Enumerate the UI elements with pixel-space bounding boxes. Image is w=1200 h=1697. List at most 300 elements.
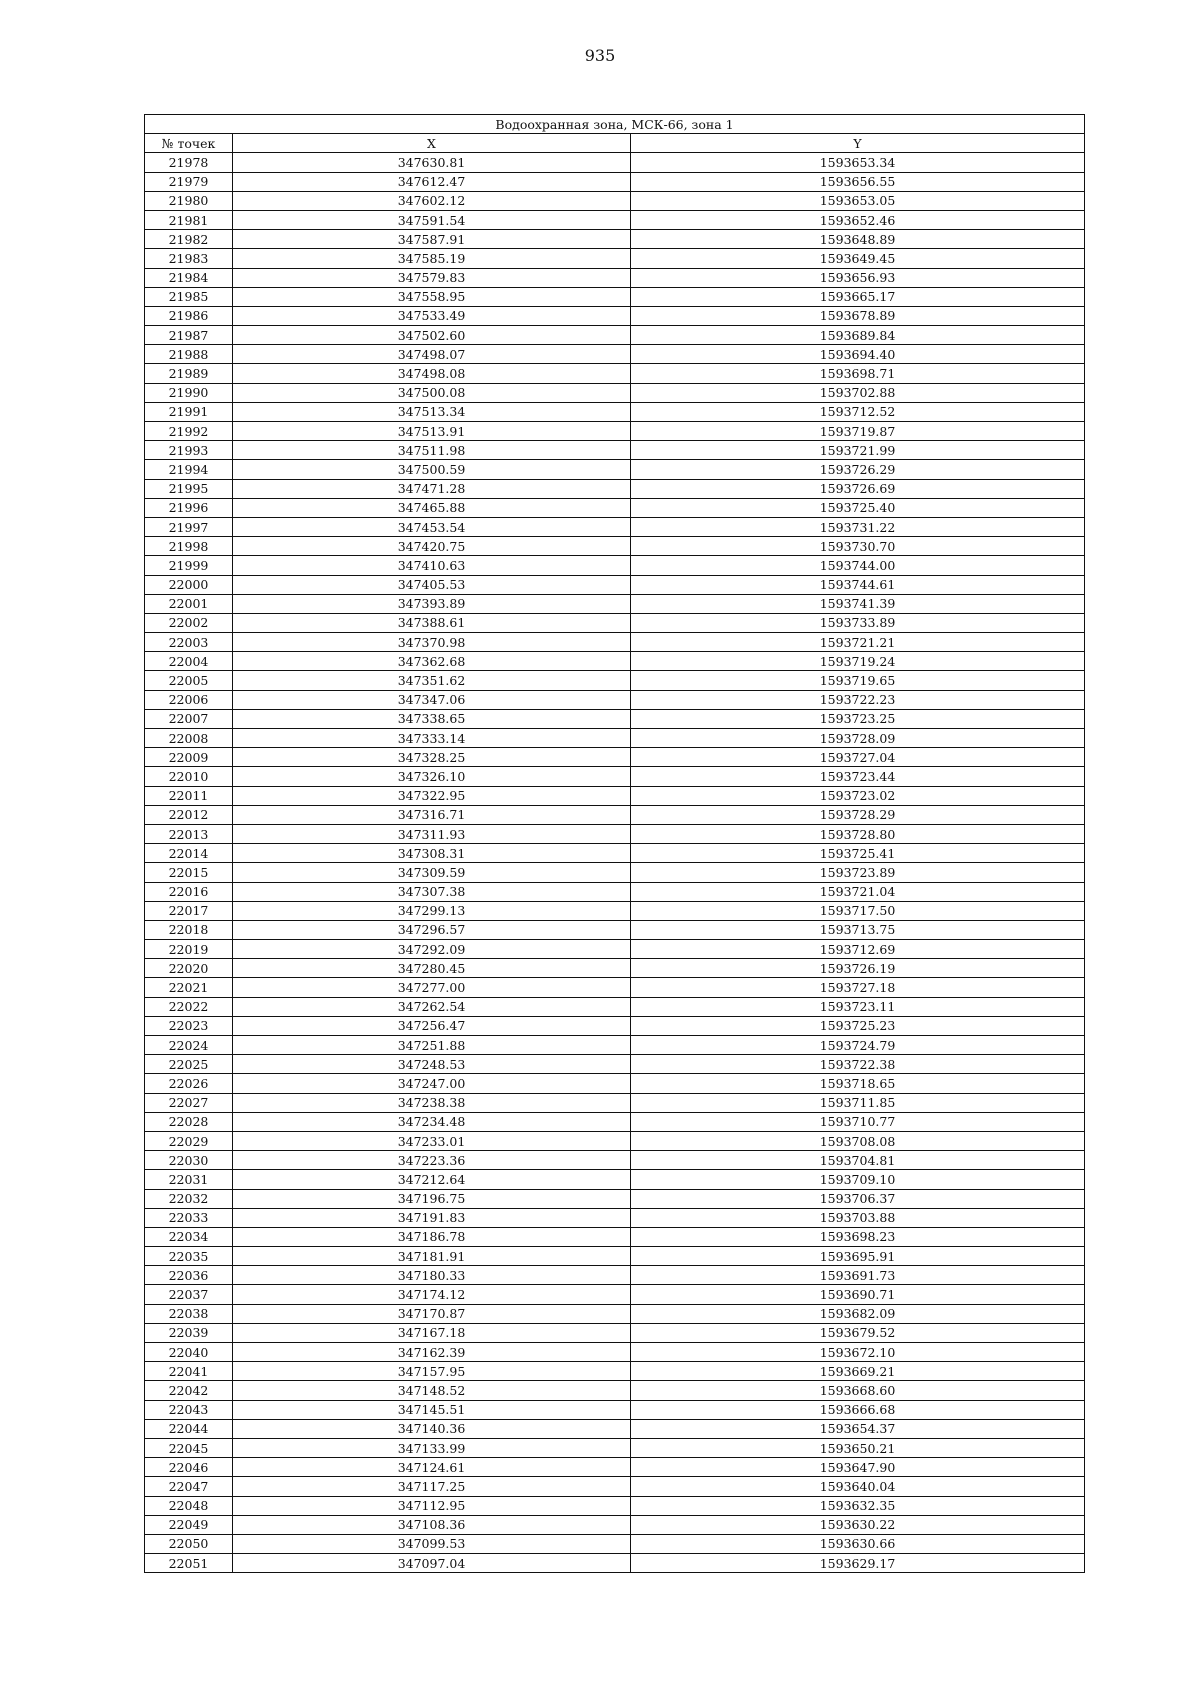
cell-y: 1593698.71	[631, 364, 1085, 383]
cell-point-number: 21999	[145, 556, 233, 575]
table-row	[145, 1323, 1085, 1342]
cell-y: 1593719.87	[631, 422, 1085, 441]
cell-x: 347326.10	[233, 767, 631, 786]
cell-x: 347248.53	[233, 1055, 631, 1074]
cell-point-number: 22014	[145, 844, 233, 863]
table-row	[145, 517, 1085, 536]
cell-point-number: 22000	[145, 575, 233, 594]
cell-y: 1593630.22	[631, 1515, 1085, 1534]
cell-point-number: 21996	[145, 498, 233, 517]
cell-point-number: 22050	[145, 1534, 233, 1553]
cell-x: 347502.60	[233, 326, 631, 345]
cell-x: 347099.53	[233, 1534, 631, 1553]
table-row	[145, 1554, 1085, 1573]
table-row	[145, 537, 1085, 556]
cell-point-number: 22001	[145, 594, 233, 613]
cell-y: 1593650.21	[631, 1438, 1085, 1457]
cell-point-number: 21986	[145, 306, 233, 325]
cell-point-number: 21991	[145, 402, 233, 421]
cell-x: 347181.91	[233, 1247, 631, 1266]
cell-point-number: 22035	[145, 1247, 233, 1266]
cell-point-number: 21987	[145, 326, 233, 345]
cell-y: 1593652.46	[631, 210, 1085, 229]
cell-x: 347223.36	[233, 1151, 631, 1170]
cell-point-number: 21992	[145, 422, 233, 441]
cell-x: 347587.91	[233, 230, 631, 249]
table-row	[145, 1151, 1085, 1170]
cell-point-number: 22003	[145, 633, 233, 652]
cell-x: 347410.63	[233, 556, 631, 575]
cell-point-number: 21978	[145, 153, 233, 172]
cell-point-number: 22037	[145, 1285, 233, 1304]
cell-x: 347393.89	[233, 594, 631, 613]
cell-y: 1593731.22	[631, 517, 1085, 536]
table-row	[145, 422, 1085, 441]
cell-y: 1593725.23	[631, 1016, 1085, 1035]
cell-y: 1593630.66	[631, 1534, 1085, 1553]
cell-y: 1593694.40	[631, 345, 1085, 364]
cell-x: 347170.87	[233, 1304, 631, 1323]
cell-y: 1593741.39	[631, 594, 1085, 613]
table-row	[145, 901, 1085, 920]
cell-point-number: 21998	[145, 537, 233, 556]
table-row	[145, 1400, 1085, 1419]
cell-x: 347612.47	[233, 172, 631, 191]
cell-point-number: 22044	[145, 1419, 233, 1438]
table-row	[145, 1343, 1085, 1362]
table-row	[145, 633, 1085, 652]
table-row	[145, 1515, 1085, 1534]
cell-point-number: 22049	[145, 1515, 233, 1534]
table-row	[145, 748, 1085, 767]
cell-point-number: 22025	[145, 1055, 233, 1074]
cell-point-number: 21982	[145, 230, 233, 249]
cell-x: 347180.33	[233, 1266, 631, 1285]
cell-y: 1593656.93	[631, 268, 1085, 287]
table-row	[145, 1438, 1085, 1457]
cell-x: 347308.31	[233, 844, 631, 863]
table-row	[145, 1170, 1085, 1189]
cell-point-number: 22032	[145, 1189, 233, 1208]
cell-y: 1593721.99	[631, 441, 1085, 460]
cell-y: 1593726.29	[631, 460, 1085, 479]
table-row	[145, 844, 1085, 863]
cell-point-number: 22029	[145, 1131, 233, 1150]
cell-point-number: 22031	[145, 1170, 233, 1189]
table-header-row	[145, 134, 1085, 153]
cell-y: 1593632.35	[631, 1496, 1085, 1515]
cell-x: 347370.98	[233, 633, 631, 652]
cell-point-number: 22043	[145, 1400, 233, 1419]
table-row	[145, 978, 1085, 997]
cell-x: 347280.45	[233, 959, 631, 978]
cell-x: 347511.98	[233, 441, 631, 460]
cell-point-number: 21989	[145, 364, 233, 383]
table-row	[145, 1381, 1085, 1400]
table-row	[145, 652, 1085, 671]
table-row	[145, 824, 1085, 843]
table-body	[145, 153, 1085, 1573]
cell-point-number: 22030	[145, 1151, 233, 1170]
cell-point-number: 21981	[145, 210, 233, 229]
cell-point-number: 22002	[145, 613, 233, 632]
cell-y: 1593690.71	[631, 1285, 1085, 1304]
cell-x: 347277.00	[233, 978, 631, 997]
cell-x: 347500.08	[233, 383, 631, 402]
cell-x: 347513.91	[233, 422, 631, 441]
cell-point-number: 22013	[145, 824, 233, 843]
cell-point-number: 22019	[145, 940, 233, 959]
table-row	[145, 1016, 1085, 1035]
cell-y: 1593721.04	[631, 882, 1085, 901]
table-row	[145, 172, 1085, 191]
table-row	[145, 1285, 1085, 1304]
cell-y: 1593723.02	[631, 786, 1085, 805]
table-row	[145, 210, 1085, 229]
cell-y: 1593668.60	[631, 1381, 1085, 1400]
cell-y: 1593718.65	[631, 1074, 1085, 1093]
cell-y: 1593647.90	[631, 1458, 1085, 1477]
table-row	[145, 441, 1085, 460]
table-row	[145, 479, 1085, 498]
cell-point-number: 22009	[145, 748, 233, 767]
cell-point-number: 22048	[145, 1496, 233, 1515]
cell-y: 1593726.69	[631, 479, 1085, 498]
cell-y: 1593706.37	[631, 1189, 1085, 1208]
cell-point-number: 21994	[145, 460, 233, 479]
cell-x: 347112.95	[233, 1496, 631, 1515]
cell-x: 347247.00	[233, 1074, 631, 1093]
cell-y: 1593721.21	[631, 633, 1085, 652]
cell-y: 1593654.37	[631, 1419, 1085, 1438]
table-row	[145, 882, 1085, 901]
cell-y: 1593656.55	[631, 172, 1085, 191]
cell-point-number: 22011	[145, 786, 233, 805]
cell-y: 1593725.40	[631, 498, 1085, 517]
cell-x: 347108.36	[233, 1515, 631, 1534]
table-row	[145, 364, 1085, 383]
cell-y: 1593665.17	[631, 287, 1085, 306]
cell-y: 1593678.89	[631, 306, 1085, 325]
cell-point-number: 22024	[145, 1036, 233, 1055]
cell-point-number: 22004	[145, 652, 233, 671]
cell-y: 1593712.69	[631, 940, 1085, 959]
cell-point-number: 22021	[145, 978, 233, 997]
cell-point-number: 22051	[145, 1554, 233, 1573]
cell-x: 347296.57	[233, 920, 631, 939]
cell-x: 347307.38	[233, 882, 631, 901]
table-title-row	[145, 115, 1085, 134]
cell-point-number: 21985	[145, 287, 233, 306]
cell-y: 1593710.77	[631, 1112, 1085, 1131]
cell-y: 1593727.18	[631, 978, 1085, 997]
table-row	[145, 959, 1085, 978]
cell-x: 347311.93	[233, 824, 631, 843]
cell-x: 347262.54	[233, 997, 631, 1016]
cell-point-number: 22034	[145, 1227, 233, 1246]
table-row	[145, 767, 1085, 786]
cell-x: 347405.53	[233, 575, 631, 594]
cell-y: 1593640.04	[631, 1477, 1085, 1496]
cell-y: 1593719.24	[631, 652, 1085, 671]
cell-y: 1593725.41	[631, 844, 1085, 863]
cell-x: 347338.65	[233, 709, 631, 728]
table-row	[145, 1189, 1085, 1208]
cell-x: 347167.18	[233, 1323, 631, 1342]
cell-x: 347234.48	[233, 1112, 631, 1131]
cell-x: 347579.83	[233, 268, 631, 287]
cell-point-number: 22046	[145, 1458, 233, 1477]
cell-x: 347533.49	[233, 306, 631, 325]
cell-x: 347186.78	[233, 1227, 631, 1246]
cell-y: 1593728.80	[631, 824, 1085, 843]
cell-y: 1593682.09	[631, 1304, 1085, 1323]
table-row	[145, 1534, 1085, 1553]
cell-y: 1593744.61	[631, 575, 1085, 594]
cell-x: 347148.52	[233, 1381, 631, 1400]
column-header-y: Y	[631, 134, 1085, 153]
table-row	[145, 1247, 1085, 1266]
cell-point-number: 21988	[145, 345, 233, 364]
table-row	[145, 556, 1085, 575]
cell-x: 347191.83	[233, 1208, 631, 1227]
cell-x: 347233.01	[233, 1131, 631, 1150]
cell-point-number: 22023	[145, 1016, 233, 1035]
table-row	[145, 690, 1085, 709]
table-row	[145, 920, 1085, 939]
column-header-x: X	[233, 134, 631, 153]
cell-y: 1593689.84	[631, 326, 1085, 345]
table-row	[145, 1362, 1085, 1381]
cell-x: 347591.54	[233, 210, 631, 229]
page-number: 935	[584, 46, 616, 65]
cell-x: 347630.81	[233, 153, 631, 172]
cell-point-number: 22027	[145, 1093, 233, 1112]
cell-y: 1593717.50	[631, 901, 1085, 920]
cell-y: 1593666.68	[631, 1400, 1085, 1419]
table-row	[145, 268, 1085, 287]
table-row	[145, 1458, 1085, 1477]
cell-x: 347251.88	[233, 1036, 631, 1055]
cell-point-number: 22018	[145, 920, 233, 939]
cell-point-number: 22028	[145, 1112, 233, 1131]
cell-x: 347322.95	[233, 786, 631, 805]
table-row	[145, 575, 1085, 594]
cell-y: 1593704.81	[631, 1151, 1085, 1170]
cell-point-number: 22033	[145, 1208, 233, 1227]
table-row	[145, 306, 1085, 325]
cell-y: 1593708.08	[631, 1131, 1085, 1150]
cell-x: 347309.59	[233, 863, 631, 882]
cell-point-number: 22008	[145, 729, 233, 748]
table-row	[145, 1112, 1085, 1131]
cell-y: 1593730.70	[631, 537, 1085, 556]
cell-y: 1593723.11	[631, 997, 1085, 1016]
table-row	[145, 805, 1085, 824]
cell-x: 347256.47	[233, 1016, 631, 1035]
cell-x: 347238.38	[233, 1093, 631, 1112]
cell-point-number: 21983	[145, 249, 233, 268]
cell-x: 347162.39	[233, 1343, 631, 1362]
cell-y: 1593648.89	[631, 230, 1085, 249]
cell-x: 347328.25	[233, 748, 631, 767]
table-row	[145, 613, 1085, 632]
cell-x: 347157.95	[233, 1362, 631, 1381]
cell-y: 1593723.25	[631, 709, 1085, 728]
cell-point-number: 22017	[145, 901, 233, 920]
cell-x: 347212.64	[233, 1170, 631, 1189]
table-row	[145, 191, 1085, 210]
cell-y: 1593679.52	[631, 1323, 1085, 1342]
cell-point-number: 22038	[145, 1304, 233, 1323]
table-row	[145, 786, 1085, 805]
table-row	[145, 460, 1085, 479]
cell-y: 1593733.89	[631, 613, 1085, 632]
cell-x: 347420.75	[233, 537, 631, 556]
cell-point-number: 22039	[145, 1323, 233, 1342]
cell-point-number: 22040	[145, 1343, 233, 1362]
cell-y: 1593722.38	[631, 1055, 1085, 1074]
table-row	[145, 940, 1085, 959]
cell-point-number: 22022	[145, 997, 233, 1016]
cell-x: 347558.95	[233, 287, 631, 306]
cell-x: 347117.25	[233, 1477, 631, 1496]
cell-point-number: 22012	[145, 805, 233, 824]
table-row	[145, 594, 1085, 613]
cell-point-number: 22016	[145, 882, 233, 901]
cell-x: 347351.62	[233, 671, 631, 690]
cell-x: 347453.54	[233, 517, 631, 536]
table-row	[145, 1227, 1085, 1246]
table-row	[145, 249, 1085, 268]
cell-x: 347465.88	[233, 498, 631, 517]
cell-point-number: 21995	[145, 479, 233, 498]
cell-x: 347196.75	[233, 1189, 631, 1208]
table-row	[145, 1055, 1085, 1074]
cell-y: 1593723.89	[631, 863, 1085, 882]
cell-point-number: 22005	[145, 671, 233, 690]
table-row	[145, 1304, 1085, 1323]
cell-y: 1593709.10	[631, 1170, 1085, 1189]
cell-y: 1593744.00	[631, 556, 1085, 575]
cell-x: 347388.61	[233, 613, 631, 632]
cell-y: 1593702.88	[631, 383, 1085, 402]
table-row	[145, 498, 1085, 517]
cell-y: 1593727.04	[631, 748, 1085, 767]
cell-y: 1593712.52	[631, 402, 1085, 421]
table-row	[145, 1093, 1085, 1112]
table-row	[145, 345, 1085, 364]
cell-x: 347292.09	[233, 940, 631, 959]
cell-y: 1593719.65	[631, 671, 1085, 690]
cell-y: 1593728.29	[631, 805, 1085, 824]
table-row	[145, 1208, 1085, 1227]
cell-y: 1593723.44	[631, 767, 1085, 786]
table-row	[145, 326, 1085, 345]
cell-point-number: 22010	[145, 767, 233, 786]
cell-x: 347471.28	[233, 479, 631, 498]
cell-y: 1593653.34	[631, 153, 1085, 172]
cell-point-number: 21990	[145, 383, 233, 402]
cell-y: 1593653.05	[631, 191, 1085, 210]
table-row	[145, 230, 1085, 249]
table-row	[145, 1074, 1085, 1093]
cell-x: 347133.99	[233, 1438, 631, 1457]
cell-x: 347602.12	[233, 191, 631, 210]
table-row	[145, 709, 1085, 728]
cell-x: 347316.71	[233, 805, 631, 824]
table-row	[145, 1496, 1085, 1515]
cell-y: 1593649.45	[631, 249, 1085, 268]
column-header-point-number: № точек	[145, 134, 233, 153]
cell-point-number: 21997	[145, 517, 233, 536]
cell-y: 1593711.85	[631, 1093, 1085, 1112]
cell-point-number: 22006	[145, 690, 233, 709]
table-row	[145, 863, 1085, 882]
table-row	[145, 153, 1085, 172]
cell-point-number: 21979	[145, 172, 233, 191]
cell-x: 347500.59	[233, 460, 631, 479]
cell-x: 347097.04	[233, 1554, 631, 1573]
cell-point-number: 22041	[145, 1362, 233, 1381]
cell-point-number: 21993	[145, 441, 233, 460]
cell-y: 1593691.73	[631, 1266, 1085, 1285]
cell-y: 1593728.09	[631, 729, 1085, 748]
cell-y: 1593629.17	[631, 1554, 1085, 1573]
table-row	[145, 729, 1085, 748]
table-title: Водоохранная зона, МСК-66, зона 1	[145, 115, 1085, 134]
cell-y: 1593726.19	[631, 959, 1085, 978]
table-row	[145, 383, 1085, 402]
cell-y: 1593713.75	[631, 920, 1085, 939]
cell-x: 347299.13	[233, 901, 631, 920]
table-row	[145, 1266, 1085, 1285]
cell-point-number: 22015	[145, 863, 233, 882]
coordinates-table	[144, 114, 1085, 1573]
table-row	[145, 287, 1085, 306]
cell-x: 347145.51	[233, 1400, 631, 1419]
cell-y: 1593722.23	[631, 690, 1085, 709]
cell-y: 1593669.21	[631, 1362, 1085, 1381]
table-row	[145, 402, 1085, 421]
cell-point-number: 22007	[145, 709, 233, 728]
table-row	[145, 1131, 1085, 1150]
cell-y: 1593724.79	[631, 1036, 1085, 1055]
cell-point-number: 21980	[145, 191, 233, 210]
cell-x: 347174.12	[233, 1285, 631, 1304]
cell-y: 1593703.88	[631, 1208, 1085, 1227]
cell-point-number: 22036	[145, 1266, 233, 1285]
cell-point-number: 22042	[145, 1381, 233, 1400]
cell-point-number: 22020	[145, 959, 233, 978]
table-row	[145, 671, 1085, 690]
cell-x: 347124.61	[233, 1458, 631, 1477]
table-row	[145, 1477, 1085, 1496]
cell-x: 347140.36	[233, 1419, 631, 1438]
cell-y: 1593672.10	[631, 1343, 1085, 1362]
cell-x: 347498.08	[233, 364, 631, 383]
cell-x: 347513.34	[233, 402, 631, 421]
cell-point-number: 22045	[145, 1438, 233, 1457]
table-row	[145, 1036, 1085, 1055]
cell-point-number: 22026	[145, 1074, 233, 1093]
table-row	[145, 997, 1085, 1016]
cell-x: 347362.68	[233, 652, 631, 671]
cell-y: 1593698.23	[631, 1227, 1085, 1246]
cell-y: 1593695.91	[631, 1247, 1085, 1266]
cell-x: 347333.14	[233, 729, 631, 748]
cell-x: 347585.19	[233, 249, 631, 268]
